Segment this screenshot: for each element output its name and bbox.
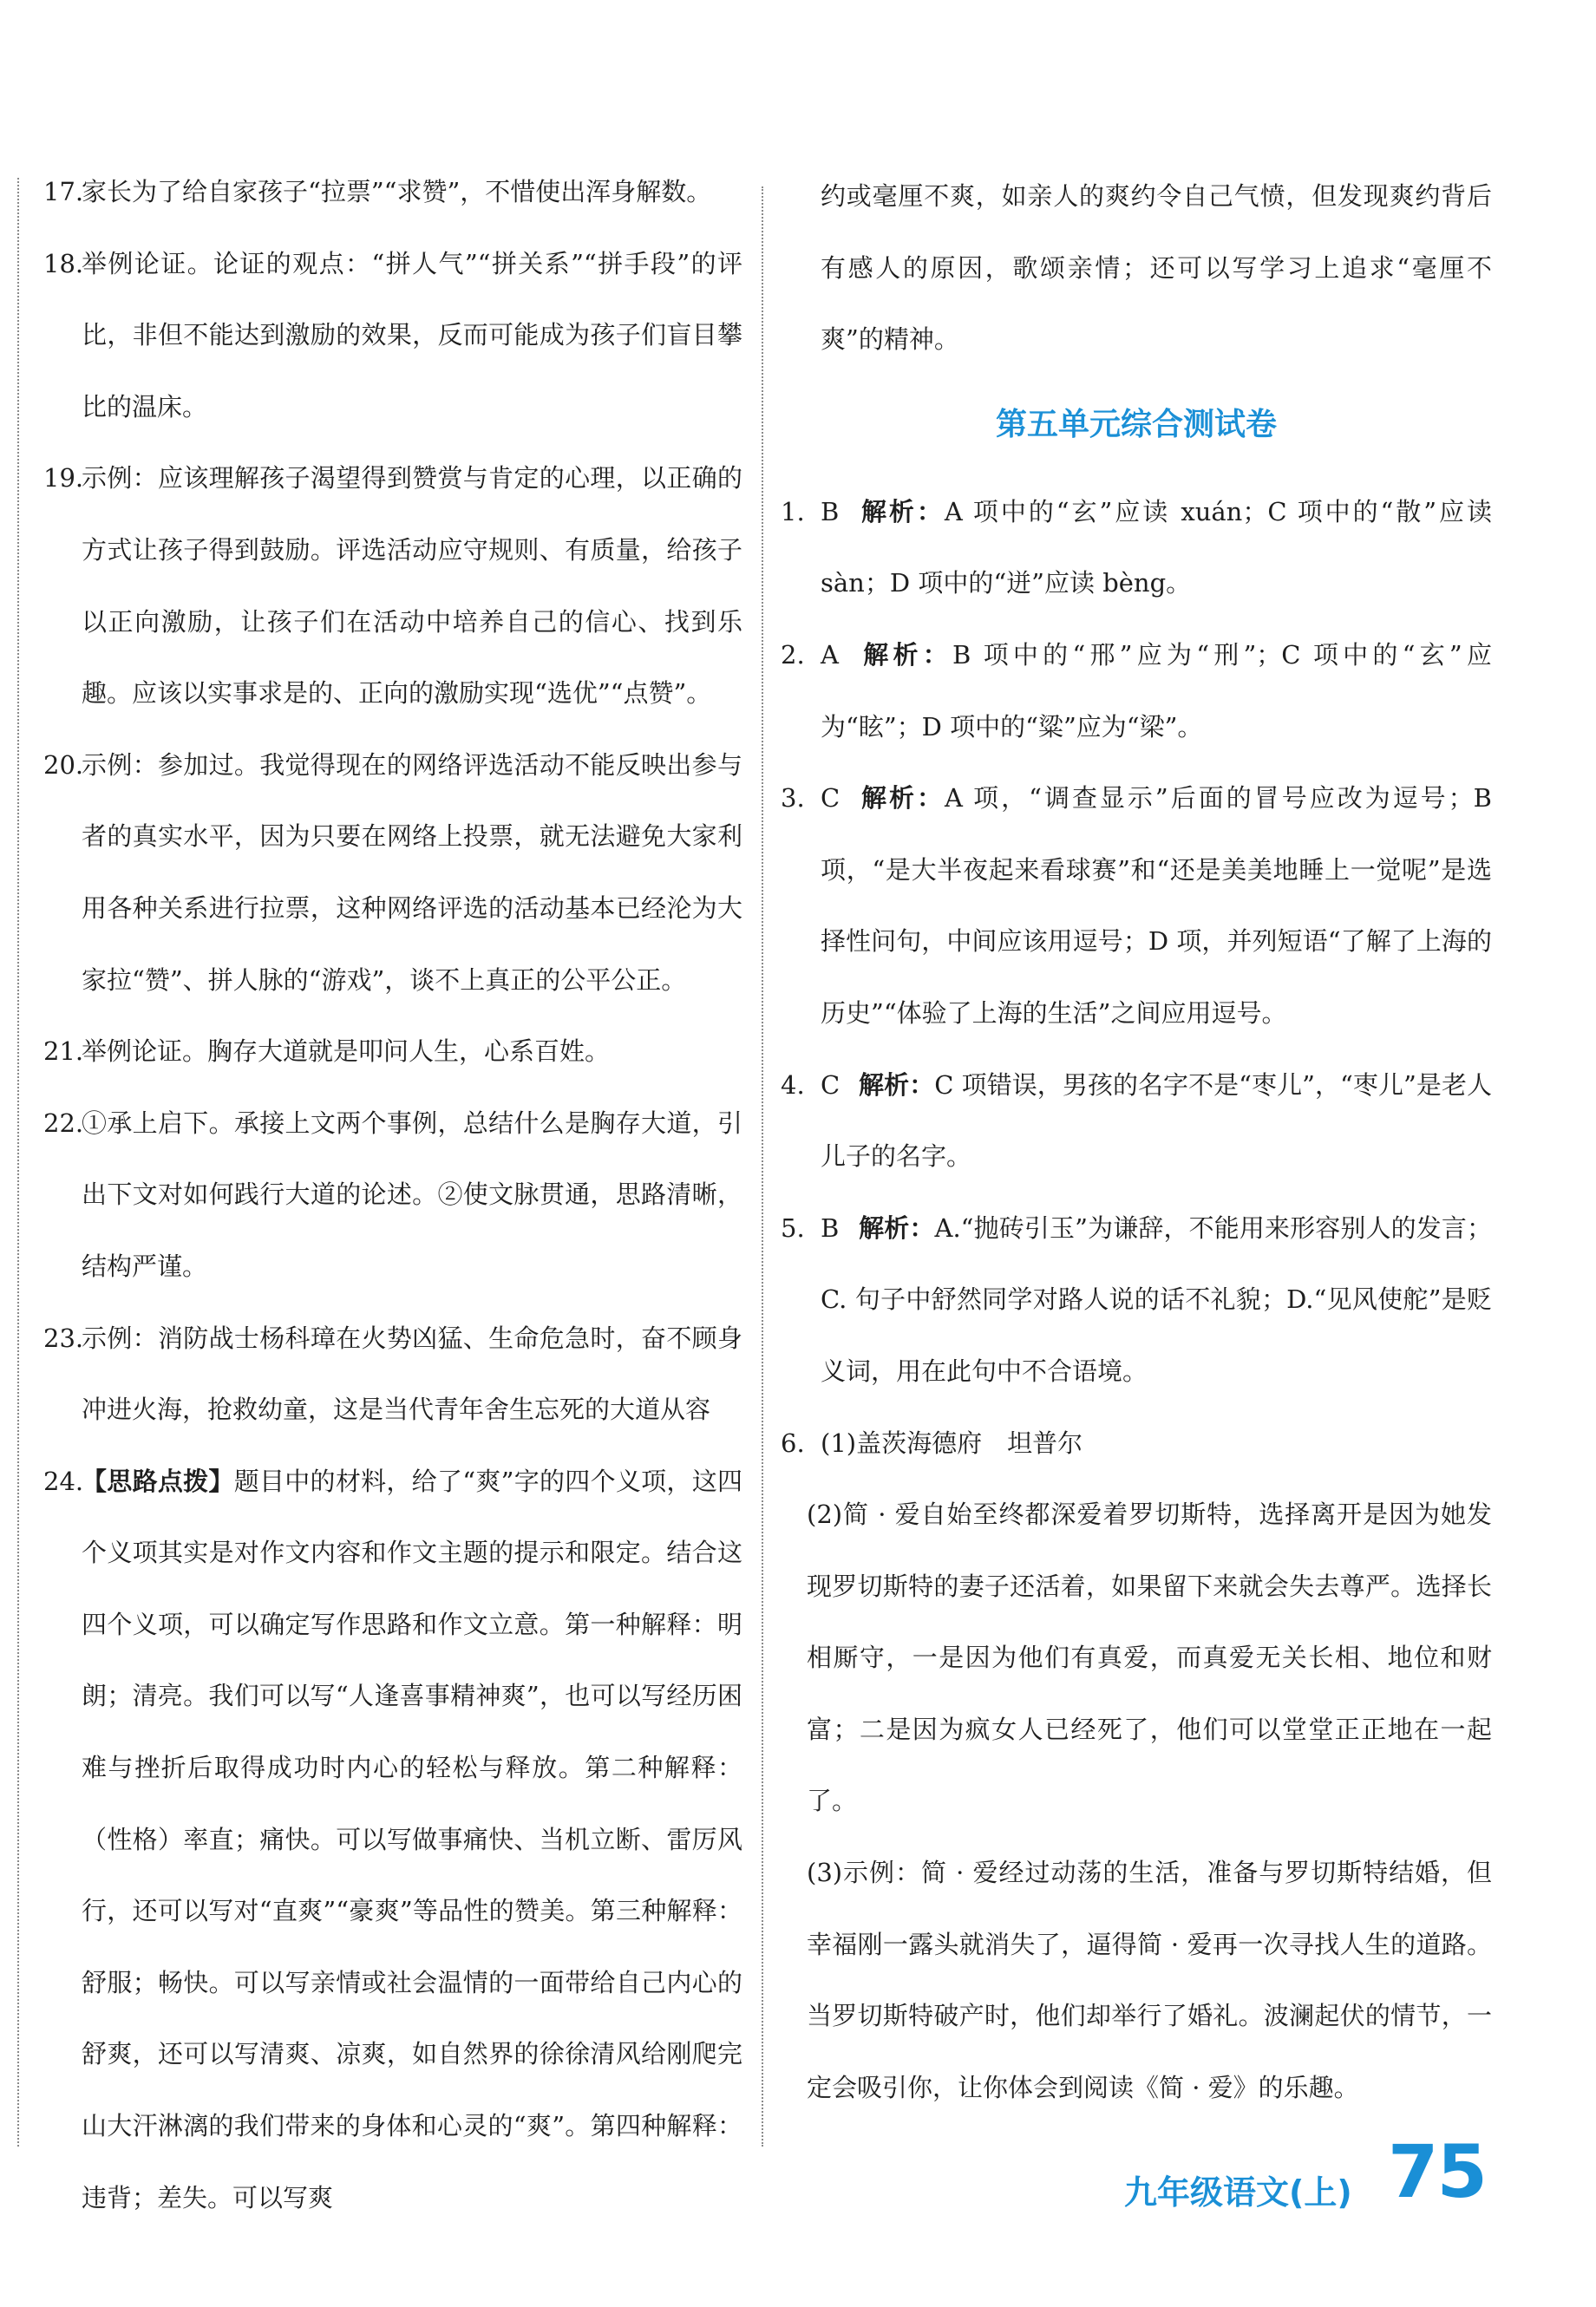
analysis-text: A 项，“调查显示”后面的冒号应改为逗号；B 项，“是大半夜起来看球赛”和“还是美美地睡上一觉呢”是选择性问句，中间应该用逗号；D 项，并列短语“了解了上海的历史”“体验了上海的生活”之间应用逗号。 xyxy=(821,783,1492,1028)
answer-text: 举例论证。论证的观点：“拼人气”“拼关系”“拼手段”的评比，非但不能达到激励的效果，反而可能成为孩子们盲目攀比的温床。 xyxy=(82,248,742,422)
answer-number: 3. xyxy=(781,783,805,814)
column-divider xyxy=(762,186,763,2147)
choice-letter: C xyxy=(821,1069,841,1100)
answer-text xyxy=(781,762,1492,1049)
choice-letter: B xyxy=(821,1212,840,1243)
answer-number: 22. xyxy=(43,1108,84,1138)
answer-17 xyxy=(43,156,742,228)
answer-text: 示例：参加过。我觉得现在的网络评选活动不能反映出参与者的真实水平，因为只要在网络上投票，就无法避免大家利用各种关系进行拉票，这种网络评选的活动基本已经沦为大家拉“赞”、拼人脉的“游戏”，谈不上真正的公平公正。 xyxy=(82,749,742,995)
answer-23 xyxy=(43,1303,742,1446)
continued-text: 约或毫厘不爽，如亲人的爽约令自己气愤，但发现爽约背后有感人的原因，歌颂亲情；还可以写学习上追求“毫厘不爽”的精神。 xyxy=(821,181,1492,355)
answer-text: 示例：应该理解孩子渴望得到赞赏与肯定的心理，以正确的方式让孩子得到鼓励。评选活动应守规则、有质量，给孩子以正向激励，让孩子们在活动中培养自己的信心、找到乐趣。应该以实事求是的、正向的激励实现“选优”“点赞”。 xyxy=(82,463,742,709)
answer-22 xyxy=(43,1088,742,1303)
hint-label: 【思路点拨】 xyxy=(82,1466,234,1496)
answer-20 xyxy=(43,729,742,1016)
answer-text xyxy=(781,1049,1492,1193)
choice-letter: B xyxy=(821,496,840,526)
answer-text xyxy=(781,476,1492,619)
answer-text xyxy=(781,619,1492,762)
book-subject-label: 九年级语文(上) xyxy=(1124,2173,1352,2212)
answer-number: 17. xyxy=(43,177,84,206)
choice-answer-item xyxy=(781,619,1492,762)
left-margin-divider xyxy=(17,178,19,2147)
answer-6 xyxy=(781,1408,1492,1480)
hint-text: 题目中的材料，给了“爽”字的四个义项，这四个义项其实是对作文内容和作文主题的提示和限定。结合这四个义项，可以确定写作思路和作文立意。第一种解释：明朗；清亮。我们可以写“人逢喜事精神爽”，也可以写经历困难与挫折后取得成功时内心的轻松与释放。第二种解释：（性格）率直；痛快。可以写做事痛快、当机立断、雷厉风行，还可以写对“直爽”“豪爽”等品性的赞美。第三种解释：舒服；畅快。可以写亲情或社会温情的一面带给自己内心的舒爽，还可以写清爽、凉爽，如自然界的徐徐清风给刚爬完山大汗淋漓的我们带来的身体和心灵的“爽”。第四种解释：违背；差失。可以写爽 xyxy=(82,1466,742,2212)
analysis-text: A 项中的“玄”应读 xuán；C 项中的“散”应读 sàn；D 项中的“迸”应读 bèng。 xyxy=(821,496,1492,598)
analysis-text: C 项错误，男孩的名字不是“枣儿”，“枣儿”是老人儿子的名字。 xyxy=(821,1069,1492,1172)
answer-text: 示例：消防战士杨科璋在火势凶猛、生命危急时，奋不顾身冲进火海，抢救幼童，这是当代青年舍生忘死的大道从容 xyxy=(82,1323,742,1425)
answer-text xyxy=(781,1193,1492,1408)
analysis-label: 解析： xyxy=(859,639,952,670)
section-title: 第五单元综合测试卷 xyxy=(995,406,1277,442)
analysis-label: 解析： xyxy=(859,496,945,526)
answer-number: 4. xyxy=(781,1069,805,1100)
analysis-text: A.“抛砖引玉”为谦辞，不能用来形容别人的发言；C. 句子中舒然同学对路人说的话不礼貌；D.“见风使舵”是贬义词，用在此句中不合语境。 xyxy=(821,1212,1492,1386)
answer-number: 21. xyxy=(43,1036,84,1067)
answer-number: 1. xyxy=(781,496,805,526)
choice-letter: C xyxy=(821,783,841,814)
answer-number: 24. xyxy=(43,1466,84,1496)
choice-answer-item xyxy=(781,762,1492,1049)
answer-number: 23. xyxy=(43,1323,84,1353)
analysis-label: 解析： xyxy=(859,1212,935,1243)
answer-19 xyxy=(43,442,742,729)
answer-text: 举例论证。胸存大道就是叩问人生，心系百姓。 xyxy=(82,1036,611,1067)
analysis-text: B 项中的“邢”应为“刑”；C 项中的“玄”应为“眩”；D 项中的“粱”应为“梁”。 xyxy=(821,639,1492,742)
answer-number: 2. xyxy=(781,639,805,670)
answer-number: 5. xyxy=(781,1212,805,1243)
answer-24 xyxy=(43,1446,742,2234)
answer-text: 家长为了给自家孩子“拉票”“求赞”，不惜使出浑身解数。 xyxy=(82,177,712,206)
right-column xyxy=(781,160,1492,2123)
choice-answer-item xyxy=(781,1193,1492,1408)
page-number: 75 xyxy=(1388,2129,1486,2214)
analysis-label: 解析： xyxy=(859,1069,935,1100)
answer-18 xyxy=(43,228,742,443)
analysis-label: 解析： xyxy=(859,783,945,814)
left-column xyxy=(43,156,742,2233)
answer-6-part1: (1)盖茨海德府 坦普尔 xyxy=(821,1428,1083,1458)
choice-answer-item xyxy=(781,1049,1492,1193)
answer-text: ①承上启下。承接上文两个事例，总结什么是胸存大道，引出下文对如何践行大道的论述。②使文脉贯通，思路清晰，结构严谨。 xyxy=(82,1108,742,1281)
answer-6-part3: (3)示例：简 · 爱经过动荡的生活，准备与罗切斯特结婚，但幸福刚一露头就消失了，逼得简 · 爱再一次寻找人生的道路。当罗切斯特破产时，他们却举行了婚礼。波澜起伏的情节，一定会吸引你，让你体会到阅读《简 · 爱》的乐趣。 xyxy=(807,1858,1492,2102)
answer-number: 19. xyxy=(43,463,84,493)
answer-number: 20. xyxy=(43,749,84,780)
answer-text xyxy=(43,1446,742,2234)
choice-letter: A xyxy=(821,639,839,670)
choice-answers xyxy=(781,476,1492,1408)
answer-number: 18. xyxy=(43,248,84,278)
answer-21 xyxy=(43,1016,742,1088)
choice-answer-item xyxy=(781,476,1492,619)
answer-number: 6. xyxy=(781,1428,805,1458)
answer-6-part2: (2)简 · 爱自始至终都深爱着罗切斯特，选择离开是因为她发现罗切斯特的妻子还活着，如果留下来就会失去尊严。选择长相厮守，一是因为他们有真爱，而真爱无关长相、地位和财富；二是因为疯女人已经死了，他们可以堂堂正正地在一起了。 xyxy=(807,1500,1492,1816)
